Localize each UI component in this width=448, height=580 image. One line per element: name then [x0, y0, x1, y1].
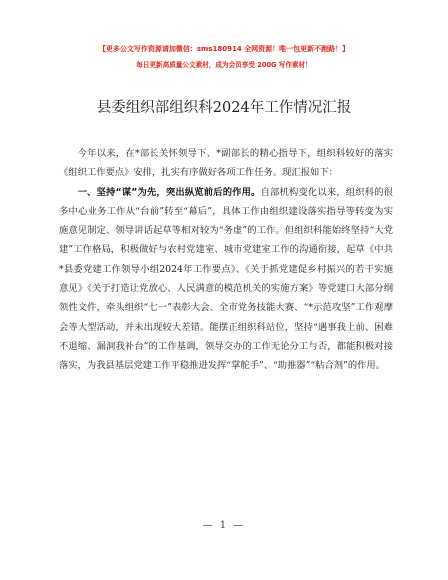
promo-banner-line-2: 每日更新高质量公文素材，成为会员享受 200G 写作素材！ [136, 61, 312, 69]
document-title: 县委组织部组织科2024年工作情况汇报 [96, 100, 352, 116]
paragraph-text: 自部机构变化以来，组织科的很多中心业务工作从“台前”转至“幕后”，具体工作由组织建设落实指导等转变为实施意见制定、领导讲话起草等相对较为“务虚”的工作。但组织科能始终坚持“大党建”工作格局，积极做好与农村党建室、城市党建室工作的沟通衔接，起草《中共*县委党建工作领导小组2024年工作要点》、《关于抓党建促乡村振兴的若干实施意见》《关于打造让党放心、人民满意的模范机关的实施方案》等党建口大部分纲领性文件，牵头组织“七一”表彰大会、全市党务技能大赛、“*示范攻坚”工作观摩会等大型活动，并未出现较大差错。能摆正组织科站位，坚持“遇事我上前、困难不退缩、漏洞我补台”的工作基调，领导交办的工作无论分工与否，都能积极对接落实，为我县基层党建工作平稳推进发挥“掌舵手”、“助推器”“粘合剂”的作用。 [59, 186, 393, 372]
page-number: — 1 — [202, 520, 246, 531]
document-body [59, 144, 393, 376]
paragraph-text: 今年以来，在*部长关怀领导下、*副部长的精心指导下，组织科较好的落实《组织工作要点》安排，扎实有序做好各项工作任务。现汇报如下： [59, 148, 393, 179]
paragraph-intro [59, 144, 393, 183]
promo-banner-line-1: 【更多公文写作资源请加微信：sms180914 全网资源！唯一包更新不跑路！】 [98, 45, 350, 53]
paragraph-section-1 [59, 183, 393, 376]
section-heading: 一、坚持“谋”为先，突出纵览前后的作用。 [77, 186, 261, 198]
